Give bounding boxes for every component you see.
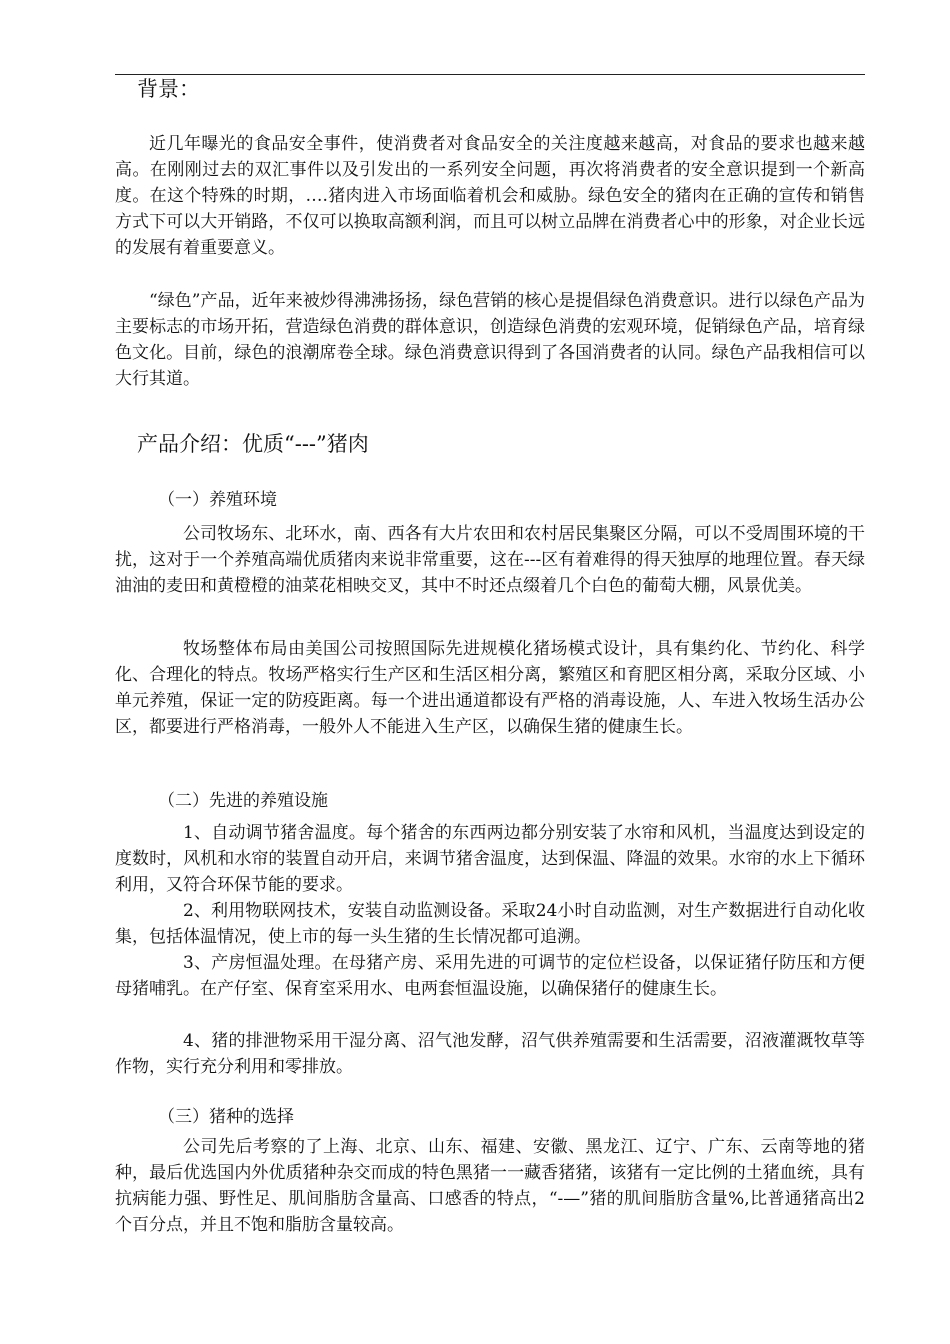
background-paragraph-1: 近几年曝光的食品安全事件，使消费者对食品安全的关注度越来越高，对食品的要求也越来越高。在刚刚过去的双汇事件以及引发出的一系列安全问题，再次将消费者的安全意识提到一个新高度。在这个特殊的时期，….猪肉进入市场面临着机会和威胁。绿色安全的猪肉在正确的宣传和销售方式下可以大开销路，不仅可以换取高额利润，而且可以树立品牌在消费者心中的形象，对企业长远的发展有着重要意义。: [115, 134, 865, 258]
product-heading: 产品介绍：优质“---”猪肉: [137, 432, 369, 456]
environment-paragraph-1: 公司牧场东、北环水，南、西各有大片农田和农村居民集聚区分隔，可以不受周围环境的干扰，这对于一个养殖高端优质猪肉来说非常重要，这在---区有着难得的得天独厚的地理位置。春天绿油油的麦田和黄橙橙的油菜花相映交叉，其中不时还点缀着几个白色的葡萄大棚，风景优美。: [115, 524, 865, 596]
facilities-item-4: 4、猪的排泄物采用干湿分离、沼气池发酵，沼气供养殖需要和生活需要，沼液灌溉牧草等作物，实行充分利用和零排放。: [115, 1031, 865, 1077]
section-title-environment: （一）养殖环境: [158, 490, 277, 510]
section-title-facilities: （二）先进的养殖设施: [158, 791, 328, 811]
facilities-item-1: 1、自动调节猪舍温度。每个猪舍的东西两边都分别安装了水帘和风机，当温度达到设定的度数时，风机和水帘的装置自动开启，来调节猪舍温度，达到保温、降温的效果。水帘的水上下循环利用，又符合环保节能的要求。: [115, 823, 865, 895]
header-rule: [115, 74, 865, 75]
facilities-item-3: 3、产房恒温处理。在母猪产房、采用先进的可调节的定位栏设备，以保证猪仔防压和方便母猪哺乳。在产仔室、保育室采用水、电两套恒温设施，以确保猪仔的健康生长。: [115, 953, 865, 999]
background-heading: 背景：: [137, 77, 200, 101]
section-title-breed: （三）猪种的选择: [158, 1107, 294, 1127]
background-paragraph-2: “绿色”产品，近年来被炒得沸沸扬扬，绿色营销的核心是提倡绿色消费意识。进行以绿色产品为主要标志的市场开拓，营造绿色消费的群体意识，创造绿色消费的宏观环境，促销绿色产品，培育绿色文化。目前，绿色的浪潮席卷全球。绿色消费意识得到了各国消费者的认同。绿色产品我相信可以大行其道。: [115, 291, 865, 389]
facilities-item-2: 2、利用物联网技术，安装自动监测设备。采取24小时自动监测，对生产数据进行自动化收集，包括体温情况，使上市的每一头生猪的生长情况都可追溯。: [115, 901, 865, 947]
environment-paragraph-2: 牧场整体布局由美国公司按照国际先进规模化猪场模式设计，具有集约化、节约化、科学化、合理化的特点。牧场严格实行生产区和生活区相分离，繁殖区和育肥区相分离，采取分区域、小单元养殖，保证一定的防疫距离。每一个进出通道都设有严格的消毒设施，人、车进入牧场生活办公区，都要进行严格消毒，一般外人不能进入生产区，以确保生猪的健康生长。: [115, 639, 865, 737]
breed-paragraph-1: 公司先后考察的了上海、北京、山东、福建、安徽、黑龙江、辽宁、广东、云南等地的猪种，最后优选国内外优质猪种杂交而成的特色黑猪一一藏香猪猪，该猪有一定比例的土猪血统，具有抗病能力强、野性足、肌间脂肪含量高、口感香的特点，“-—”猪的肌间脂肪含量%,比普通猪高出2个百分点，并且不饱和脂肪含量较高。: [115, 1137, 865, 1235]
